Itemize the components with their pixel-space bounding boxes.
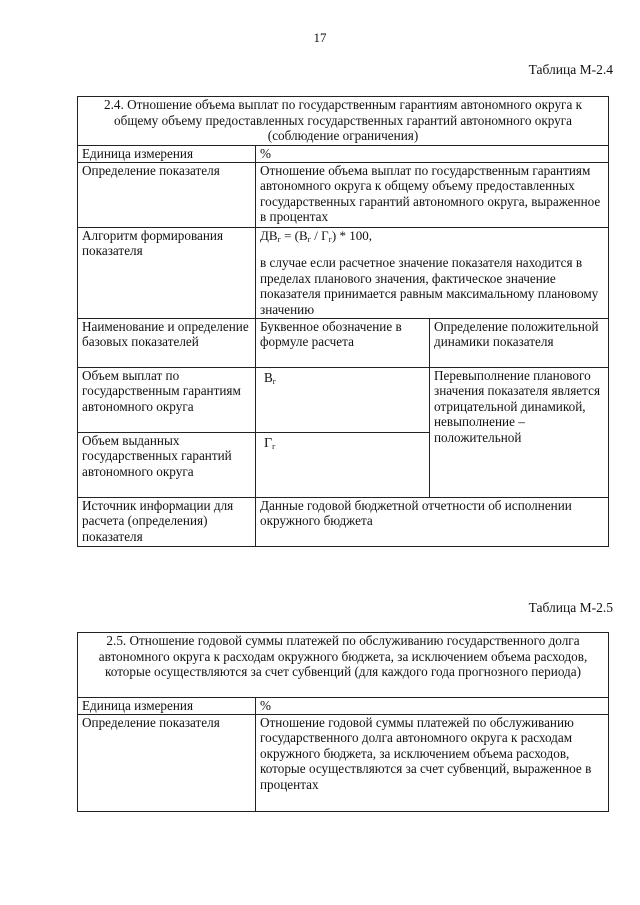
formula-g-sub: г <box>328 234 332 244</box>
symbol-letter: Г <box>264 435 273 451</box>
table-row <box>78 146 609 163</box>
source-value: Данные годовой бюджетной отчетности об исполнении окружного бюджета <box>256 497 609 546</box>
header-letter-symbol: Буквенное обозначение в формуле расчета <box>256 318 430 367</box>
definition-label: Определение показателя <box>78 162 256 227</box>
source-label: Источник информации для расчета (определения) показателя <box>78 497 256 546</box>
table-title: 2.5. Отношение годовой суммы платежей по обслуживанию государственного долга автономного округа к расходам окружного бюджета, за исключением объема расходов, которые осуществляются за счет субвенций (для каждого года прогнозного периода) <box>78 633 609 698</box>
unit-label: Единица измерения <box>78 698 256 715</box>
table-row <box>78 714 609 811</box>
algorithm-cell <box>256 227 609 318</box>
formula-b-sub: г <box>307 234 311 244</box>
formula-comma: , <box>368 227 372 243</box>
table-row <box>78 367 609 432</box>
table-label-m-2-4: Таблица М-2.4 <box>528 62 613 77</box>
unit-label: Единица измерения <box>78 146 256 163</box>
unit-value: % <box>256 698 609 715</box>
definition-value: Отношение годовой суммы платежей по обслуживанию государственного долга автономного округа к расходам окружного бюджета, за исключением объема расходов, которые осуществляются за счет субвенций, выраженное в процентах <box>256 714 609 811</box>
table-header-row <box>78 318 609 367</box>
dynamics-value: Перевыполнение планового значения показателя является отрицательной динамикой, невыполнение – положительной <box>430 367 609 497</box>
table-title-row <box>78 633 609 698</box>
definition-label: Определение показателя <box>78 714 256 811</box>
header-positive-dynamics: Определение положительной динамики показателя <box>430 318 609 367</box>
table-title: 2.4. Отношение объема выплат по государственным гарантиям автономного округа к общему объему предоставленных государственных гарантий автономного округа (соблюдение ограничения) <box>78 97 609 146</box>
formula-div: / Г <box>310 227 329 243</box>
row-name: Объем выданных государственных гарантий автономного округа <box>78 432 256 497</box>
table-title-row <box>78 97 609 146</box>
unit-value: % <box>256 146 609 163</box>
table-row <box>78 698 609 715</box>
algorithm-label: Алгоритм формирования показателя <box>78 227 256 318</box>
formula-eq: = (В <box>280 227 308 243</box>
formula <box>260 228 604 248</box>
symbol-sub: г <box>272 441 276 451</box>
formula-lhs: ДВ <box>260 227 278 243</box>
algorithm-note: в случае если расчетное значение показателя находится в пределах планового значения, фактическое значение показателя принимается равным максимальному плановому значению <box>260 255 599 317</box>
table-row <box>78 227 609 318</box>
table-label-m-2-5: Таблица М-2.5 <box>528 600 613 615</box>
table-row <box>78 497 609 546</box>
formula-tail: ) * 100 <box>331 227 369 243</box>
row-name: Объем выплат по государственным гарантиям автономного округа <box>78 367 256 432</box>
table-m-2-5 <box>77 632 609 812</box>
header-base-indicators: Наименование и определение базовых показателей <box>78 318 256 367</box>
symbol-letter: В <box>264 369 273 385</box>
table-row <box>78 162 609 227</box>
definition-value: Отношение объема выплат по государственным гарантиям автономного округа к общему объему предоставленных государственных гарантий автономного округа, выраженное в процентах <box>256 162 609 227</box>
row-symbol <box>256 367 430 432</box>
row-symbol <box>256 432 430 497</box>
symbol-sub: г <box>272 376 277 386</box>
table-m-2-4 <box>77 96 609 547</box>
formula-lhs-sub: г <box>277 234 281 244</box>
page-number: 17 <box>313 30 327 45</box>
